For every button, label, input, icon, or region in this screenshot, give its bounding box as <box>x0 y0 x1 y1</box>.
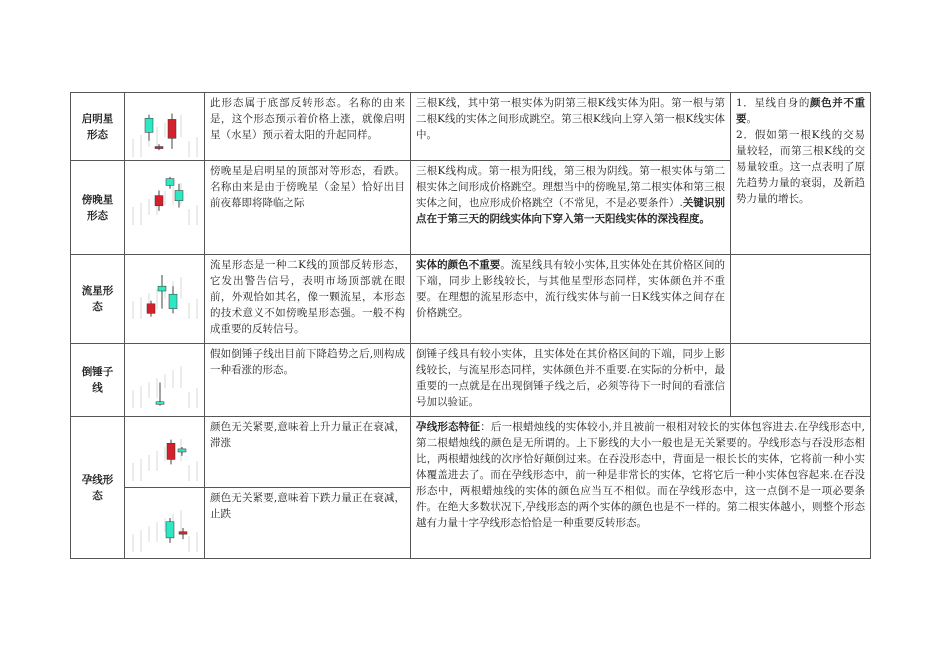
candle-chart-morning-star <box>125 93 205 160</box>
pattern-chart <box>125 344 205 417</box>
pattern-name: 傍晚星 形态 <box>71 161 125 255</box>
candle-body <box>155 196 163 206</box>
text: 三根K线，其中第一根实体为阴第三根K线实体为阳。第一根与第二根K线的实体之间形成跳空。第三根K线向上穿入第一根K线实体中。 <box>416 97 725 141</box>
candlestick-patterns-table <box>70 92 871 559</box>
candle <box>155 191 163 211</box>
candle-body <box>179 532 187 534</box>
candle <box>175 184 183 208</box>
candle <box>155 144 163 150</box>
candle-chart-evening-star <box>125 161 205 254</box>
pattern-detail <box>411 255 731 344</box>
empty-cell <box>731 255 871 344</box>
text: 三根K线构成。第一根为阳线，第三根为阴线。第一根实体与第二根实体之间形成价格跳空。理想当中的傍晚星,第二根实体和第三根实体之间，也应形成价格跳空（不常见，不是必要条件）. <box>416 165 725 209</box>
text: 。流星线具有较小实体,且实体处在其价格区间的下端，同步上影线较长，与其他星型形态同样，实体颜色并不重要。在理想的流星形态中，流行线实体与前一日K线实体之间存在价格跳空。 <box>416 259 726 319</box>
candle-body <box>167 443 175 459</box>
bold-text: 颜色并不重要 <box>736 97 865 125</box>
pattern-name: 启明星 形态 <box>71 93 125 161</box>
harami-detail <box>411 417 871 559</box>
pattern-name: 流星形 态 <box>71 255 125 344</box>
candle <box>178 447 186 456</box>
candle-body <box>168 119 176 138</box>
candle <box>168 114 176 149</box>
candle <box>167 440 175 465</box>
text: 倒锤子线具有较小实体，且实体处在其价格区间的下端，同步上影线较长，与流星形态同样，实体颜色并不重要.在实际的分析中，最重要的一点就是在出现倒锤子线之后，必须等待下一时间的看涨信号加以验证。 <box>416 348 725 408</box>
row-inverted-hammer <box>71 344 871 417</box>
pattern-description: 傍晚星是启明星的顶部对等形态，看跌。名称由来是由于傍晚星（金星）恰好出目前夜幕即将降临之际 <box>205 161 411 255</box>
pattern-detail <box>411 93 731 161</box>
pattern-description: 颜色无关紧要,意味着上升力量正在衰减，滞涨 <box>205 417 411 488</box>
candle-body <box>166 522 174 538</box>
candle-chart-harami-top <box>125 417 205 487</box>
candle-body <box>178 449 186 452</box>
candle <box>169 286 177 313</box>
bold-text: 实体的颜色不重要 <box>416 259 501 271</box>
candle <box>179 528 187 539</box>
pattern-description: 流星形态是一种二K线的顶部反转形态，它发出警告信号，表明市场顶部就在眼前，外观恰如其名，像一颗流星，本形态的技术意义不如傍晚星形态强。一般不构成重要的反转信号。 <box>205 255 411 344</box>
candle-body <box>175 191 183 201</box>
pattern-chart <box>125 93 205 161</box>
pattern-chart <box>125 417 205 488</box>
candle <box>166 518 174 543</box>
pattern-description: 此形态属于底部反转形态。名称的由来是，这个形态预示着价格上涨，就像启明星（水星）预示着太阳的升起同样。 <box>205 93 411 161</box>
candle-body <box>166 179 174 186</box>
row-morning-star <box>71 93 871 161</box>
volume-note <box>731 93 871 255</box>
candle-chart-shooting-star <box>125 255 205 343</box>
candle-chart-inverted-hammer <box>125 344 205 416</box>
candle-body <box>169 294 177 308</box>
pattern-description: 假如倒锤子线出目前下降趋势之后,则构成一种看涨的形态。 <box>205 344 411 417</box>
candle-body <box>147 304 155 314</box>
candle <box>147 301 155 317</box>
pattern-chart <box>125 255 205 344</box>
bold-text: 关键识别点在于第三天的阴线实体向下穿入第一天阳线实体的深浅程度。 <box>416 197 726 225</box>
empty-cell <box>731 344 871 417</box>
row-shooting-star <box>71 255 871 344</box>
text: 。 2．假如第一根K线的交易量较轻，而第三根K线的交易量较重。这一点表明了原先趋势力量的衰弱，及新趋势力量的增长。 <box>736 113 865 205</box>
candle-body <box>145 118 153 132</box>
pattern-description: 颜色无关紧要,意味着下跌力量正在衰减，止跌 <box>205 488 411 559</box>
candle-chart-harami-bottom <box>125 488 205 558</box>
candle-body <box>155 147 163 149</box>
pattern-name: 倒锤子 线 <box>71 344 125 417</box>
text: ：后一根蜡烛线的实体较小,并且被前一根相对较长的实体包容进去.在孕线形态中,第二根蜡烛线的颜色是无所谓的。上下影线的大小一般也是无关紧要的。孕线形态与吞没形态相比，两根蜡烛线的次序恰好颠倒过来。在吞没形态中，背面是一根长长的实体，它将前一种小实体覆盖进去了。而在孕线形态中，前一种是非常长的实体，它将它后一种小实体包容起来.在吞没形态中，两根蜡烛线的实体的颜色应当互不相似。而在孕线形态中，这一点倒不是一项必要条件。在绝大多数状况下,孕线形态的两个实体的颜色也是不一样的。第二根实体越小，则整个形态越有力量十字孕线形态恰恰是一种重要反转形态。 <box>416 421 865 529</box>
pattern-chart <box>125 161 205 255</box>
pattern-name: 孕线形 态 <box>71 417 125 559</box>
candle-body <box>158 286 166 291</box>
pattern-detail <box>411 344 731 417</box>
pattern-detail <box>411 161 731 255</box>
pattern-chart <box>125 488 205 559</box>
candle <box>145 115 153 141</box>
bold-text: 孕线形态特征 <box>416 421 481 433</box>
row-harami-top <box>71 417 871 488</box>
candle-body <box>156 402 164 405</box>
text: 1．星线自身的 <box>736 97 811 109</box>
